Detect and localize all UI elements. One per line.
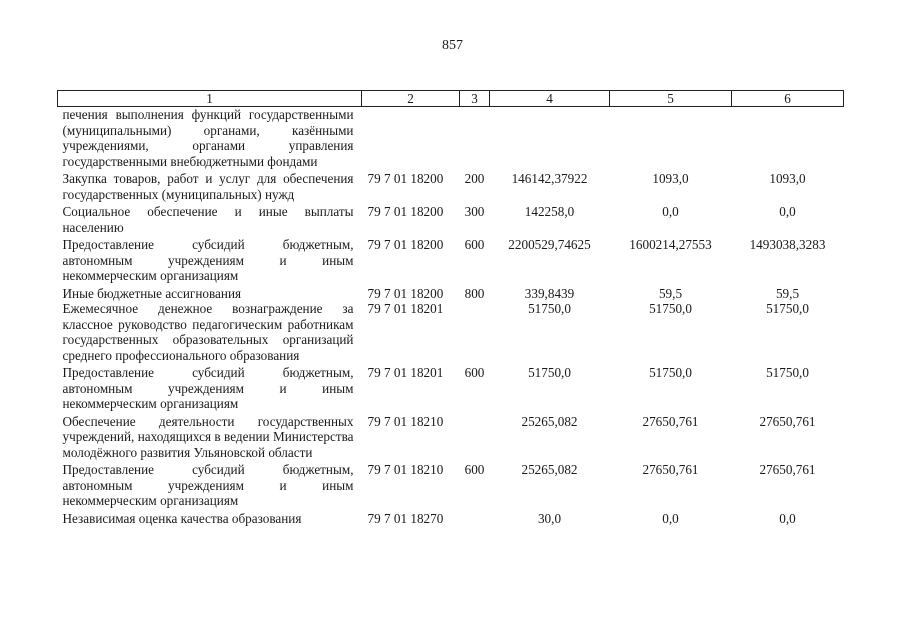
row-value-6: 51750,0 — [766, 365, 809, 380]
table-row — [58, 235, 844, 284]
row-value-4 — [490, 107, 610, 170]
row-value-5 — [610, 107, 732, 170]
row-code: 79 7 01 18200 — [367, 285, 444, 301]
column-header-3: 3 — [460, 91, 490, 107]
row-code: 79 7 01 18200 — [367, 237, 444, 252]
row-value-4: 51750,0 — [528, 301, 571, 316]
row-value-4: 339,8439 — [524, 285, 575, 301]
row-expense-type: 600 — [464, 462, 485, 477]
row-name: Предоставление субсидий бюджетным, автономным учреждениям и иным некоммерческим организациям — [62, 365, 354, 411]
row-value-4: 142258,0 — [524, 204, 575, 219]
row-code: 79 7 01 18210 — [367, 462, 444, 477]
table-row — [58, 301, 844, 363]
row-value-5: 27650,761 — [642, 462, 699, 477]
column-header-1: 1 — [58, 91, 362, 107]
table-row — [58, 509, 844, 527]
row-name: Иные бюджетные ассигнования — [62, 285, 242, 301]
row-value-4: 146142,37922 — [511, 171, 588, 186]
row-value-6: 27650,761 — [759, 462, 816, 477]
row-value-4: 2200529,74625 — [508, 237, 591, 252]
column-header-5: 5 — [610, 91, 732, 107]
table-row — [58, 202, 844, 235]
row-value-6: 1093,0 — [769, 171, 806, 186]
table-row — [58, 412, 844, 461]
row-expense-type — [460, 107, 490, 170]
row-value-5: 0,0 — [662, 204, 679, 219]
table-row — [58, 169, 844, 202]
row-value-4: 30,0 — [537, 510, 562, 526]
table-row — [58, 363, 844, 412]
row-name: печения выполнения функций государственными (муниципальными) органами, казёнными учреждениями, органами управления государственными внебюджетными фондами — [62, 107, 354, 169]
row-value-6: 0,0 — [779, 510, 796, 526]
row-expense-type: 300 — [464, 204, 485, 219]
row-value-6: 59,5 — [775, 285, 800, 301]
row-value-4: 25265,082 — [521, 413, 578, 429]
row-value-6: 1493038,3283 — [749, 237, 826, 252]
row-value-4: 25265,082 — [521, 462, 578, 477]
row-value-5: 1093,0 — [652, 171, 689, 186]
row-expense-type: 600 — [464, 237, 485, 252]
row-code: 79 7 01 18270 — [367, 510, 444, 526]
row-expense-type — [460, 301, 490, 363]
row-value-5: 51750,0 — [649, 301, 692, 316]
row-value-6 — [732, 107, 844, 170]
column-header-6: 6 — [732, 91, 844, 107]
page-number: 857 — [442, 38, 463, 53]
column-header-4: 4 — [490, 91, 610, 107]
row-name: Социальное обеспечение и иные выплаты населению — [62, 204, 354, 235]
row-value-4: 51750,0 — [528, 365, 571, 380]
row-code: 79 7 01 18201 — [367, 301, 444, 316]
row-name: Обеспечение деятельности государственных учреждений, находящихся в ведении Министерства молодёжного развития Ульяновской области — [62, 413, 354, 460]
header-row — [58, 91, 844, 107]
row-value-6: 51750,0 — [766, 301, 809, 316]
row-value-5: 1600214,27553 — [629, 237, 712, 252]
row-expense-type — [460, 412, 490, 461]
row-name: Предоставление субсидий бюджетным, автономным учреждениям и иным некоммерческим организациям — [62, 237, 354, 283]
row-expense-type: 600 — [464, 365, 485, 380]
table-body — [58, 107, 844, 527]
row-code: 79 7 01 18200 — [367, 171, 444, 186]
budget-table — [57, 90, 844, 526]
row-code: 79 7 01 18210 — [367, 413, 444, 429]
row-code — [362, 107, 460, 170]
row-name: Закупка товаров, работ и услуг для обеспечения государственных (муниципальных) нужд — [62, 171, 354, 202]
table-header — [58, 91, 844, 107]
table-row — [58, 107, 844, 170]
row-expense-type: 800 — [464, 285, 485, 301]
row-value-5: 27650,761 — [642, 413, 699, 429]
row-name: Ежемесячное денежное вознаграждение за классное руководство педагогическим работникам государственных образовательных организаций среднего профессионального образования — [62, 301, 354, 363]
row-name: Предоставление субсидий бюджетным, автономным учреждениям и иным некоммерческим организациям — [62, 462, 354, 508]
row-value-6: 0,0 — [779, 204, 796, 219]
row-code: 79 7 01 18201 — [367, 365, 444, 380]
row-value-5: 0,0 — [662, 510, 679, 526]
row-value-5: 59,5 — [658, 285, 683, 301]
row-value-5: 51750,0 — [649, 365, 692, 380]
column-header-2: 2 — [362, 91, 460, 107]
row-expense-type — [460, 509, 490, 527]
row-code: 79 7 01 18200 — [367, 204, 444, 219]
row-value-6: 27650,761 — [759, 413, 816, 429]
table-row — [58, 460, 844, 509]
table-row — [58, 284, 844, 302]
row-expense-type: 200 — [464, 171, 485, 186]
row-name: Независимая оценка качества образования — [62, 510, 302, 526]
